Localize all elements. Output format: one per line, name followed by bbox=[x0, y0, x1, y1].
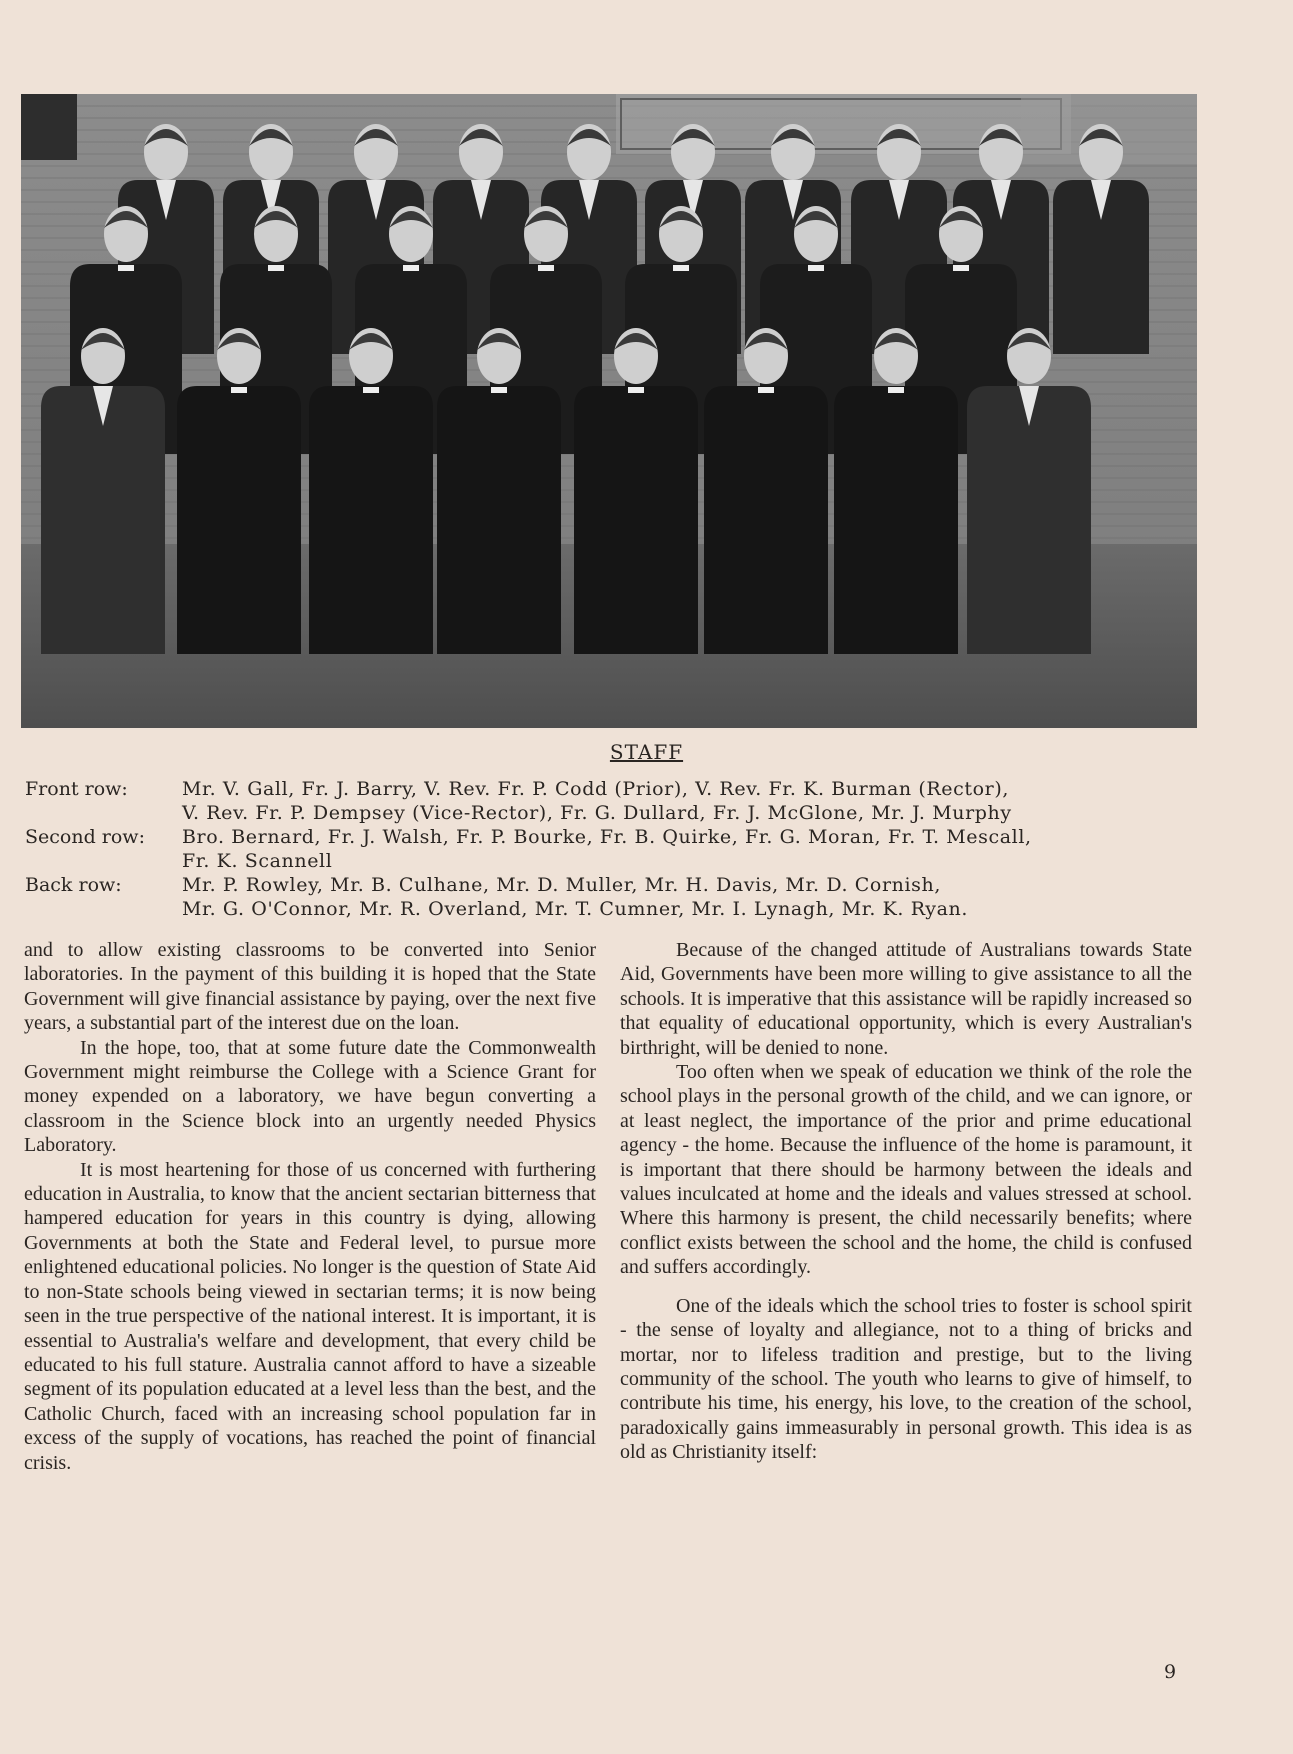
left-paragraph-1: and to allow existing classrooms to be converted into Senior laboratories. In the payment of this building it is hoped that the State Government will give financial assistance by paying, over the next five years, a substantial part of the interest due on the loan. bbox=[24, 939, 596, 1035]
staff-photo-image bbox=[21, 94, 1197, 728]
second-row-names-line2: Fr. K. Scannell bbox=[182, 850, 333, 872]
front-row-label: Front row: bbox=[25, 778, 128, 800]
caption-back-row bbox=[25, 873, 1225, 921]
right-column bbox=[620, 938, 1192, 1465]
caption-second-row bbox=[25, 825, 1225, 873]
front-row-names-line1: Mr. V. Gall, Fr. J. Barry, V. Rev. Fr. P. Codd (Prior), V. Rev. Fr. K. Burman (Rector), bbox=[182, 778, 1009, 800]
caption-title: STAFF bbox=[609, 740, 684, 764]
back-row-names-line2: Mr. G. O'Connor, Mr. R. Overland, Mr. T. Cumner, Mr. I. Lynagh, Mr. K. Ryan. bbox=[182, 898, 969, 920]
back-row-label: Back row: bbox=[25, 874, 122, 896]
right-paragraph-3: One of the ideals which the school tries to foster is school spirit - the sense of loyalty and allegiance, not to a thing of bricks and mortar, nor to lifeless tradition and prestige, but to the living community of the school. The youth who learns to give of himself, to contribute his time, his energy, his love, to the creation of the school, paradoxically gains immeasurably in personal growth. This idea is as old as Christianity itself: bbox=[620, 1294, 1192, 1464]
right-paragraph-1: Because of the changed attitude of Australians towards State Aid, Governments have been more willing to give assistance to all the schools. It is imperative that this assistance will be rapidly increased so that equality of educational opportunity, which is every Australian's birthright, will be denied to none. bbox=[620, 939, 1192, 1059]
right-paragraph-2: Too often when we speak of education we think of the role the school plays in the personal growth of the child, and we can ignore, or at least neglect, the importance of the prior and prime educational agency - the home. Because the influence of the home is paramount, it is important that there should be harmony between the ideals and values inculcated at home and the ideals and values stressed at school. Where this harmony is present, the child necessarily benefits; where conflict exists between the school and the home, the child is confused and suffers accordingly. bbox=[620, 1061, 1192, 1279]
second-row-names-line1: Bro. Bernard, Fr. J. Walsh, Fr. P. Bourke, Fr. B. Quirke, Fr. G. Moran, Fr. T. Mescall, bbox=[182, 826, 1032, 848]
staff-group-photo bbox=[21, 94, 1197, 728]
left-column bbox=[24, 938, 596, 1475]
staff-caption bbox=[25, 777, 1225, 921]
back-row-names-line1: Mr. P. Rowley, Mr. B. Culhane, Mr. D. Muller, Mr. H. Davis, Mr. D. Cornish, bbox=[182, 874, 941, 896]
caption-front-row bbox=[25, 777, 1225, 825]
front-row-names-line2: V. Rev. Fr. P. Dempsey (Vice-Rector), Fr. G. Dullard, Fr. J. McGlone, Mr. J. Murphy bbox=[182, 802, 1012, 824]
second-row-label: Second row: bbox=[25, 826, 145, 848]
left-paragraph-3: It is most heartening for those of us concerned with furthering education in Australia, to know that the ancient sectarian bitterness that hampered education for years in this country is dying, allowing Governments at both the State and Federal level, to pursue more enlightened educational policies. No longer is the question of State Aid to non-State schools being viewed in sectarian terms; it is now being seen in the true perspective of the national interest. It is important, it is essential to Australia's welfare and development, that every child be educated to his full stature. Australia cannot afford to have a sizeable segment of its population educated at a level less than the best, and the Catholic Church, faced with an increasing school population far in excess of the supply of vocations, has reached the point of financial crisis. bbox=[24, 1158, 596, 1474]
page-number: 9 bbox=[1164, 1661, 1177, 1683]
left-paragraph-2: In the hope, too, that at some future date the Commonwealth Government might reimburse the College with a Science Grant for money expended on a laboratory, we have begun converting a classroom in the Science block into an urgently needed Physics Laboratory. bbox=[24, 1036, 596, 1157]
